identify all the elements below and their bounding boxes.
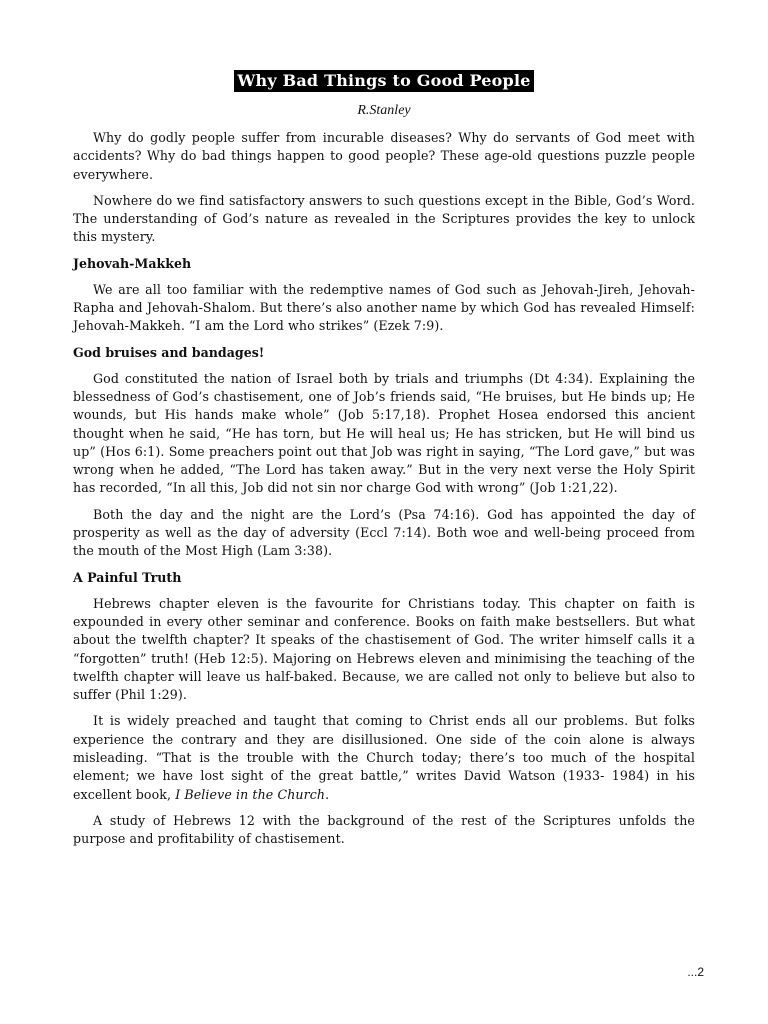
paragraph-2: Nowhere do we find satisfactory answers to such questions except in the Bible, God’s Word. The understanding of God’s nature as revealed in the Scriptures provides the key to unlock this mystery. (73, 192, 695, 245)
paragraph-1: Why do godly people suffer from incurable diseases? Why do servants of God meet with accidents? Why do bad things happen to good people? These age-old questions puzzle people everywhere. (73, 130, 695, 182)
paragraph-7-end: . (325, 786, 330, 802)
paragraph-4: God constituted the nation of Israel both by trials and triumphs (Dt 4:34). Explaining the blessedness of God’s chastisement, one of Job’s friends said, “He bruises, but He binds up; He wounds, but His hands make whole” (Job 5:17,18). Prophet Hosea endorsed this ancient thought when he said, “He has torn, but He will heal us; He has stricken, but He will bind us up” (Hos 6:1). Some preachers point out that Job was right in saying, “The Lord gave,” but was wrong when he added, “The Lord has taken away.” But in the very next verse the Holy Spirit has recorded, “In all this, Job did not sin nor charge God with wrong” (Job 1:21,22). (73, 370, 695, 496)
paragraph-6: Hebrews chapter eleven is the favourite for Christians today. This chapter on faith is expounded in every other seminar and conference. Books on faith make bestsellers. But what about the twelfth chapter? It speaks of the chastisement of God. The writer himself calls it a “forgotten” truth! (Heb 12:5). Majoring on Hebrews eleven and minimising the teaching of the twelfth chapter will leave us half-baked. Because, we are called not only to believe but also to suffer (Phil 1:29). (73, 595, 695, 703)
paragraph-7 (73, 712, 695, 803)
paragraph-5: Both the day and the night are the Lord’s (Psa 74:16). God has appointed the day of prosperity as well as the day of adversity (Eccl 7:14). Both woe and well-being proceed from the mouth of the Most High (Lam 3:38). (73, 506, 695, 559)
paragraph-8: A study of Hebrews 12 with the background of the rest of the Scriptures unfolds the purpose and profitability of chastisement. (73, 812, 695, 847)
page-continuation: ...2 (687, 965, 704, 979)
subheading-god-bruises: God bruises and bandages! (73, 344, 265, 360)
article (73, 70, 695, 857)
paragraph-3: We are all too familiar with the redemptive names of God such as Jehovah-Jireh, Jehovah-Rapha and Jehovah-Shalom. But there’s also another name by which God has revealed Himself: Jehovah-Makkeh. “I am the Lord who strikes” (Ezek 7:9). (73, 281, 695, 334)
article-title: Why Bad Things to Good People (234, 70, 533, 92)
title-wrap (73, 70, 695, 92)
author-byline: R.Stanley (357, 103, 411, 118)
subheading-jehovah-makkeh: Jehovah-Makkeh (73, 255, 192, 271)
subheading-painful-truth: A Painful Truth (73, 569, 182, 585)
paragraph-7-text: It is widely preached and taught that coming to Christ ends all our problems. But folks experience the contrary and they are disillusioned. One side of the coin alone is always misleading. “That is the trouble with the Church today; there’s too much of the hospital element; we have lost sight of the great battle,” writes David Watson (1933- 1984) in his excellent book, (73, 713, 695, 802)
book-title: I Believe in the Church (175, 786, 326, 802)
